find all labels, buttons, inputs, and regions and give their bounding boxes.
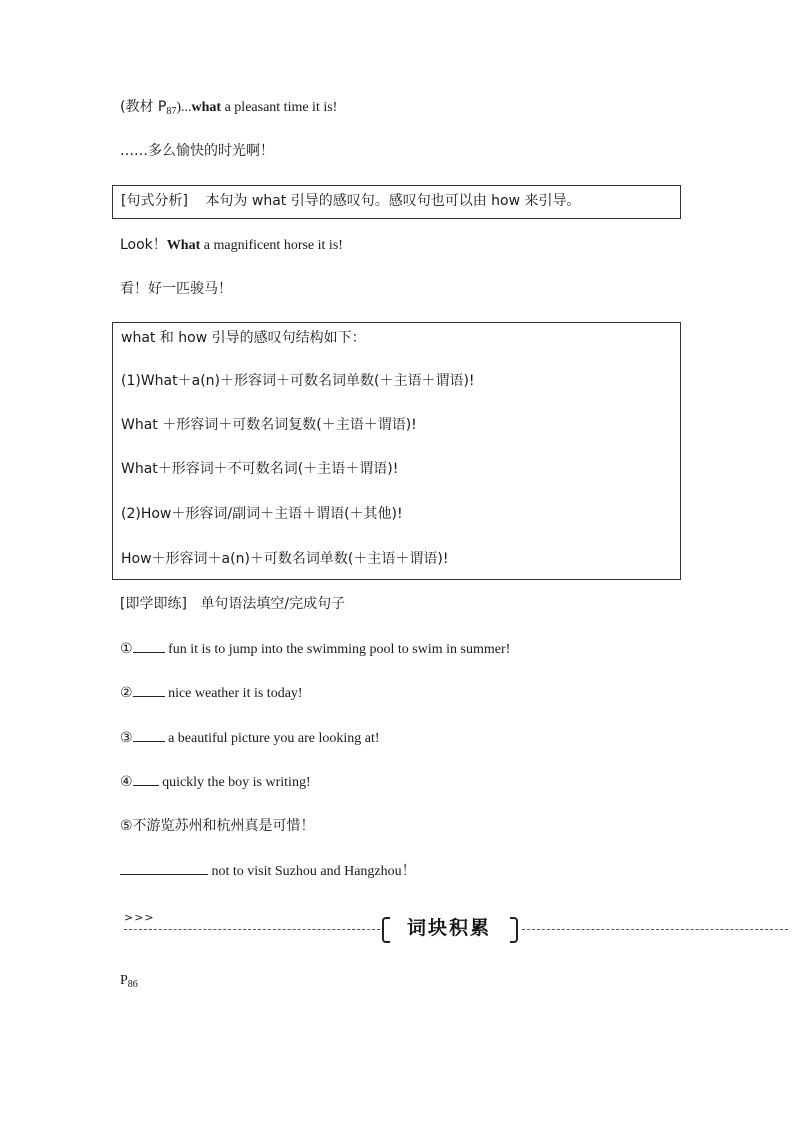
dashed-rule-left: [124, 929, 380, 930]
page-ref-prefix: P: [120, 973, 128, 988]
sentence-rest-2: a magnificent horse it is!: [200, 238, 343, 253]
analysis-label: [句式分析]: [121, 193, 188, 209]
item-number: ③: [120, 730, 133, 746]
answer-blank[interactable]: [133, 640, 165, 653]
section-title: 词块积累: [406, 917, 491, 939]
structure-box: [112, 322, 681, 580]
analysis-box: [112, 185, 681, 219]
practice-label: [即学即练]: [120, 596, 187, 612]
practice-heading: [120, 595, 345, 614]
item-text: fun it is to jump into the swimming pool to swim in summer!: [164, 642, 511, 657]
source-prefix: (教材 P: [120, 99, 167, 115]
item-number: ④: [120, 774, 133, 790]
bold-keyword-2: What: [166, 238, 201, 253]
translation-1: ……多么愉快的时光啊！: [120, 143, 274, 159]
answer-blank[interactable]: [120, 862, 208, 875]
practice-item-4: [120, 773, 311, 792]
chevrons-icon: >>>: [124, 911, 155, 924]
structure-line-6: How＋形容词＋a(n)＋可数名词单数(＋主语＋谓语)!: [121, 551, 449, 567]
practice-item-3: [120, 729, 380, 748]
page-ref-sub: 86: [127, 979, 138, 990]
right-bracket-icon: [510, 917, 518, 943]
item-number: ②: [120, 685, 133, 701]
practice-item-5-chinese: ⑤不游览苏州和杭州真是可惜！: [120, 818, 315, 834]
structure-line-2: (1)What＋a(n)＋形容词＋可数名词单数(＋主语＋谓语)!: [121, 373, 475, 389]
structure-line-3: What ＋形容词＋可数名词复数(＋主语＋谓语)!: [121, 417, 417, 433]
item-text: not to visit Suzhou and Hangzhou！: [208, 864, 416, 879]
practice-item-2: [120, 684, 303, 703]
sentence-rest: a pleasant time it is!: [221, 100, 338, 115]
answer-blank[interactable]: [133, 773, 159, 786]
item-number: ①: [120, 641, 133, 657]
structure-line-5: (2)How＋形容词/副词＋主语＋谓语(＋其他)!: [121, 506, 403, 522]
example-sentence-1: [120, 98, 337, 121]
practice-item-5-english: [120, 862, 416, 881]
structure-line-4: What＋形容词＋不可数名词(＋主语＋谓语)!: [121, 461, 399, 477]
analysis-line: [121, 192, 581, 211]
dashed-rule-right: [522, 929, 788, 930]
item-text: a beautiful picture you are looking at!: [164, 731, 380, 746]
answer-blank[interactable]: [133, 729, 165, 742]
page-reference: [120, 972, 138, 994]
example-sentence-2: [120, 236, 343, 255]
bold-keyword: what: [191, 100, 222, 115]
translation-2: 看！好一匹骏马！: [120, 281, 232, 297]
item-text: quickly the boy is writing!: [158, 775, 311, 790]
source-suffix: )...: [176, 100, 192, 115]
structure-line-1: what 和 how 引导的感叹句结构如下：: [121, 330, 366, 346]
answer-blank[interactable]: [133, 684, 165, 697]
item-text: nice weather it is today!: [164, 686, 303, 701]
section-divider: [120, 911, 788, 941]
analysis-text: 本句为 what 引导的感叹句。感叹句也可以由 how 来引导。: [205, 193, 581, 209]
source-page-sub: 87: [166, 106, 177, 117]
practice-title: 单句语法填空/完成句子: [200, 596, 346, 612]
look-prefix: Look！: [120, 237, 167, 253]
practice-item-1: [120, 640, 510, 659]
